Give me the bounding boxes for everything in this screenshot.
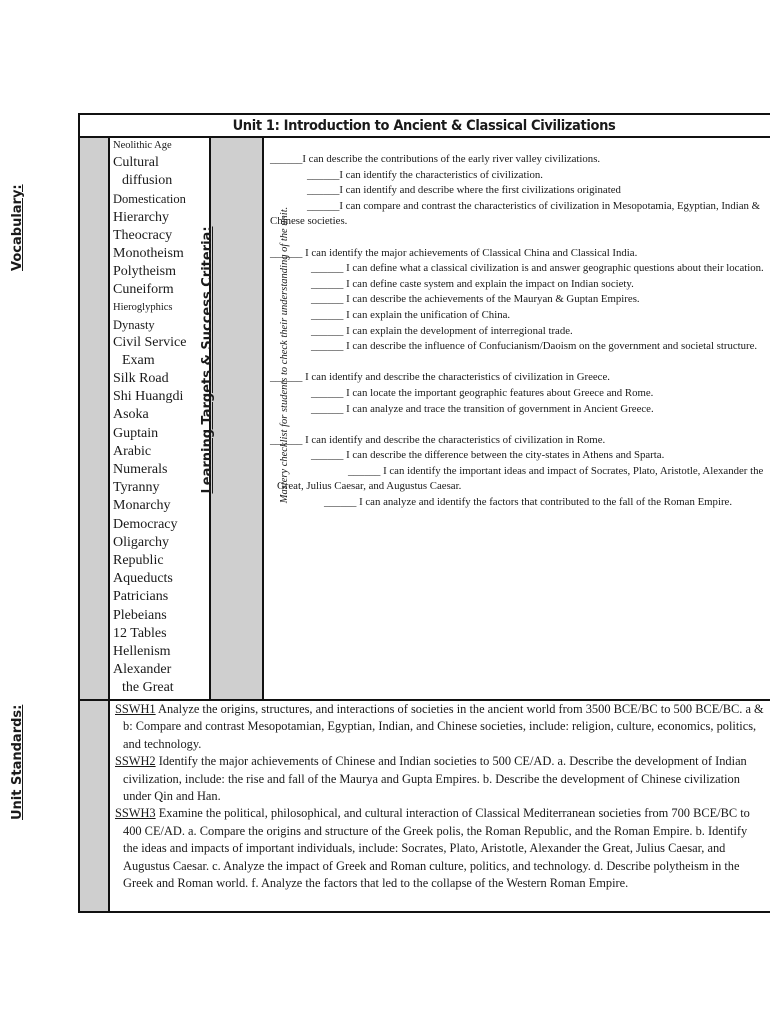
standard-code: SSWH1 <box>115 702 156 716</box>
standard-item <box>115 701 765 753</box>
standard-item <box>115 753 765 805</box>
vocab-term: Civil Service <box>113 334 187 350</box>
vocab-term: Monarchy <box>113 498 171 514</box>
target-sub: ______ I can describe the achievements of the Mauryan & Guptan Empires. <box>311 293 640 306</box>
vocab-term: Domestication <box>113 192 186 207</box>
standard-item <box>115 805 765 892</box>
vocab-term: Aqueducts <box>113 571 173 587</box>
target-sub: ______ I can explain the development of interregional trade. <box>311 324 573 337</box>
target-main: ______ I can identify and describe the characteristics of civilization in Greece. <box>270 371 610 384</box>
target-sub: ______I can compare and contrast the characteristics of civilization in Mesopotamia, Egyptian, Indian & Chinese societies. <box>270 199 761 228</box>
vocab-term: Patricians <box>113 589 169 605</box>
vocab-term: Arabic <box>113 443 152 459</box>
targets-label-divider <box>262 136 264 701</box>
vocab-term: Republic <box>113 552 164 568</box>
vocab-term: Dynasty <box>113 317 155 332</box>
vocab-term: Alexander <box>113 662 172 678</box>
target-sub: ______ I can define caste system and explain the impact on Indian society. <box>311 277 634 290</box>
target-sub: ______ I can analyze and trace the transition of government in Ancient Greece. <box>311 402 654 415</box>
unit-standards-label: Unit Standards: <box>10 704 25 820</box>
vocab-term: Hieroglyphics <box>113 301 173 313</box>
vocab-term: Numerals <box>113 462 168 477</box>
learning-targets-checklist <box>270 152 768 511</box>
target-main: ______I can describe the contributions of the early river valley civilizations. <box>270 153 601 165</box>
vocabulary-list <box>113 138 209 697</box>
vocab-term: Democracy <box>113 516 178 532</box>
target-sub: ______ I can define what a classical civilization is and answer geographic questions about their location. <box>311 262 764 275</box>
target-sub: ______I can identify the characteristics of civilization. <box>307 168 543 181</box>
unit-standards-list <box>115 701 765 892</box>
target-sub: ______ I can describe the difference between the city-states in Athens and Sparta. <box>311 449 665 462</box>
vocab-term: Shi Huangdi <box>113 389 184 405</box>
vocab-term: Hellenism <box>113 643 171 659</box>
vocab-term: Neolithic Age <box>113 140 172 151</box>
vocabulary-label: Vocabulary: <box>10 184 25 271</box>
vocab-term: Cultural <box>113 155 159 170</box>
target-sub: ______ I can describe the influence of Confucianism/Daoism on the government and societal structure. <box>311 340 758 353</box>
table-bottom-border <box>78 911 770 913</box>
table-left-border <box>78 113 80 913</box>
target-sub: ______ I can locate the important geographic features about Greece and Rome. <box>311 386 654 399</box>
standard-code: SSWH2 <box>115 754 156 769</box>
vocab-term: Hierarchy <box>113 209 169 225</box>
vocab-term: Monotheism <box>113 245 184 261</box>
target-main: ______ I can identify the major achievements of Classical China and Classical India. <box>270 246 638 259</box>
vocab-label-divider <box>108 136 110 913</box>
vocab-term: Asoka <box>113 407 149 423</box>
vocab-term: Exam <box>122 352 155 368</box>
standard-text: Examine the political, philosophical, and cultural interaction of Classical Mediterranean societies from 700 BCE/BC to 400 CE/AD. a. Compare the origins and structure of the Greek polis, the Roman Republic, and the Roman Empire. b. Identify the ideas and impacts of important individuals, include: Socrates, Plato, Aristotle, Alexander the Great, Julius Caesar, and Augustus Caesar. c. Analyze the impact of Greek and Roman culture, politics, and technology. d. Describe polytheism in the Greek and Roman world. f. Analyze the factors that led to the collapse of the Western Roman Empire. <box>123 806 750 891</box>
standard-text: Identify the major achievements of Chinese and Indian societies to 500 CE/AD. a. Describe the development of Indian civilization, include: the rise and fall of the Maurya and Gupta Empires. b. Describe the development of Chinese civilization under Qin and Han. <box>123 754 747 804</box>
vocab-term: Tyranny <box>113 480 160 496</box>
vocab-term: the Great <box>122 680 174 696</box>
vocab-term: Oligarchy <box>113 534 169 550</box>
vocab-term: Silk Road <box>113 371 169 387</box>
standards-label-shade <box>80 701 108 911</box>
vocab-term: Plebeians <box>113 607 167 623</box>
target-sub: ______ I can explain the unification of China. <box>311 308 511 321</box>
vocab-term: diffusion <box>122 173 173 189</box>
page-title: Unit 1: Introduction to Ancient & Classical Civilizations <box>232 118 616 134</box>
learning-targets-label: Learning Targets & Success Criteria: <box>200 226 215 494</box>
vocab-term: 12 Tables <box>113 625 167 641</box>
vocab-term: Polytheism <box>113 264 177 280</box>
vocab-term: Guptain <box>113 425 159 441</box>
vocab-label-shade <box>80 138 108 699</box>
vocab-term: Cuneiform <box>113 282 174 298</box>
learning-targets-sublabel: Mastery checklist for students to check their understanding of the unit. <box>279 206 290 504</box>
vocab-term: Theocracy <box>113 227 173 243</box>
target-main: ______ I can identify and describe the characteristics of civilization in Rome. <box>270 433 606 446</box>
target-sub: ______I can identify and describe where the first civilizations originated <box>307 184 621 197</box>
target-sub: ______ I can identify the important ideas and impact of Socrates, Plato, Aristotle, Alexander the Great, Julius Caesar, and Augustus Caesar. <box>277 464 764 493</box>
target-sub: ______ I can analyze and identify the factors that contributed to the fall of the Roman Empire. <box>324 496 733 509</box>
standard-text: Analyze the origins, structures, and interactions of societies in the ancient world from 3500 BCE/BC to 500 BCE/BC. a & b: Compare and contrast Mesopotamian, Egyptian, Indian, and Chinese societies, include: religion, culture, economics, politics, and technology. <box>123 702 764 751</box>
standard-code: SSWH3 <box>115 806 156 821</box>
